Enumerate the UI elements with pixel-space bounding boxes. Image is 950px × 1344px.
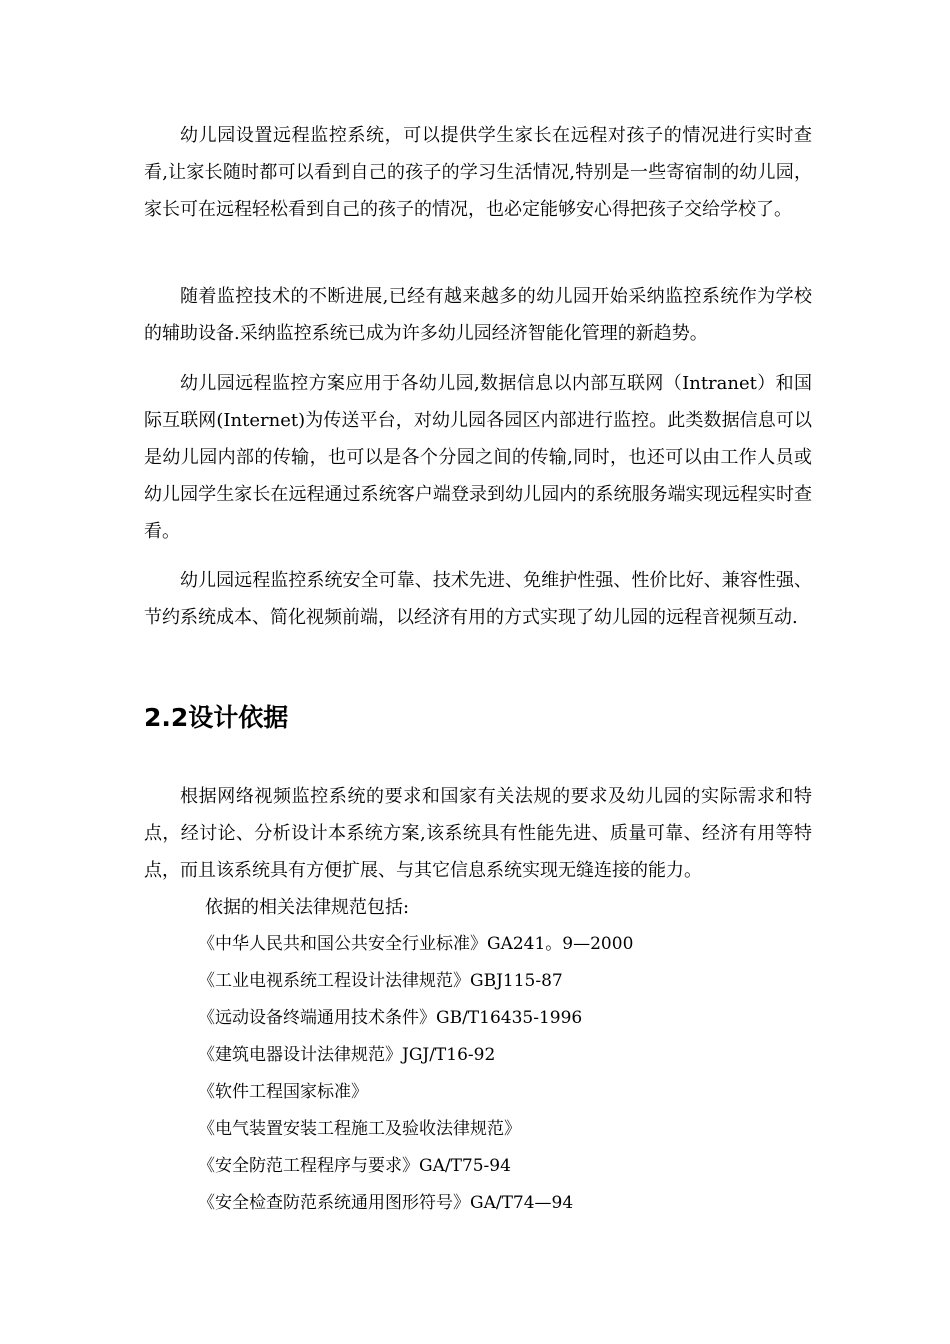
standards-list bbox=[198, 926, 633, 1222]
list-item: 《中华人民共和国公共安全行业标准》GA241。9—2000 bbox=[198, 934, 634, 954]
section-heading: 2.2设计依据 bbox=[144, 703, 289, 732]
paragraph-remote-monitoring-intro: 幼儿园设置远程监控系统，可以提供学生家长在远程对孩子的情况进行实时查看,让家长随时都可以看到自己的孩子的学习生活情况,特别是一些寄宿制的幼儿园，家长可在远程轻松看到自己的孩子的情况，也必定能够安心得把孩子交给学校了。 bbox=[144, 125, 812, 220]
list-item: 《建筑电器设计法律规范》JGJ/T16-92 bbox=[198, 1045, 496, 1065]
list-item: 《远动设备终端通用技术条件》GB/T16435-1996 bbox=[198, 1008, 583, 1028]
paragraph-network-platform: 幼儿园远程监控方案应用于各幼儿园,数据信息以内部互联网（Intranet）和国际互联网(Internet)为传送平台，对幼儿园各园区内部进行监控。此类数据信息可以是幼儿园内部的传输，也可以是各个分园之间的传输,同时，也还可以由工作人员或幼儿园学生家长在远程通过系统客户端登录到幼儿园内的系统服务端实现远程实时查看。 bbox=[144, 373, 812, 542]
list-item: 《工业电视系统工程设计法律规范》GBJ115-87 bbox=[198, 971, 563, 991]
list-item: 《软件工程国家标准》 bbox=[198, 1082, 368, 1102]
list-item: 《安全防范工程程序与要求》GA/T75-94 bbox=[198, 1156, 511, 1176]
list-item: 《电气装置安装工程施工及验收法律规范》 bbox=[198, 1119, 521, 1139]
paragraph-monitoring-trend: 随着监控技术的不断进展,已经有越来越多的幼儿园开始采纳监控系统作为学校的辅助设备.采纳监控系统已成为许多幼儿园经济智能化管理的新趋势。 bbox=[144, 286, 812, 344]
basis-intro-text: 依据的相关法律规范包括: bbox=[205, 897, 410, 918]
list-item: 《安全检查防范系统通用图形符号》GA/T74—94 bbox=[198, 1193, 574, 1213]
paragraph-design-basis: 根据网络视频监控系统的要求和国家有关法规的要求及幼儿园的实际需求和特点，经讨论、分析设计本系统方案,该系统具有性能先进、质量可靠、经济有用等特点，而且该系统具有方便扩展、与其它信息系统实现无缝连接的能力。 bbox=[144, 786, 812, 881]
paragraph-system-advantages: 幼儿园远程监控系统安全可靠、技术先进、免维护性强、性价比好、兼容性强、节约系统成本、简化视频前端，以经济有用的方式实现了幼儿园的远程音视频互动. bbox=[144, 570, 812, 628]
